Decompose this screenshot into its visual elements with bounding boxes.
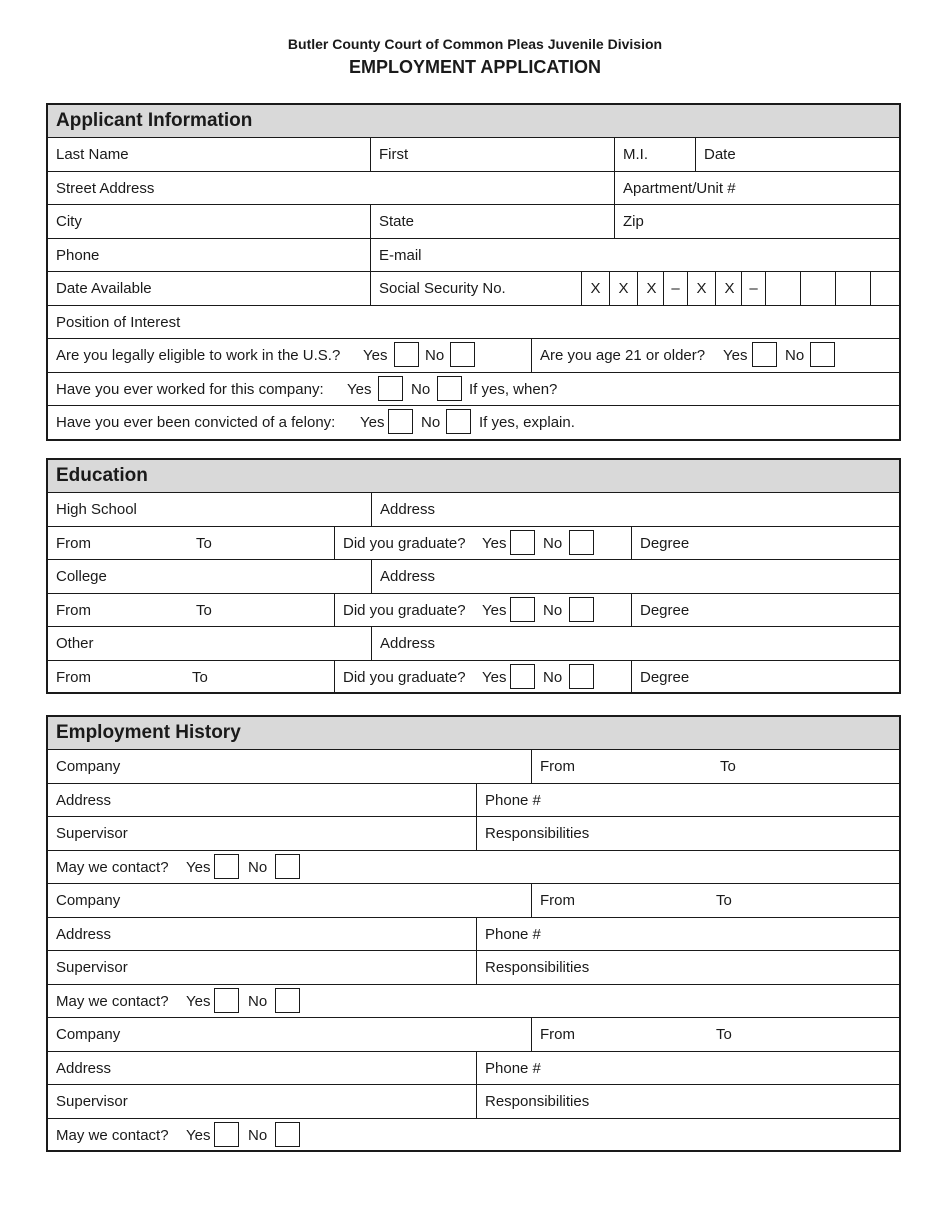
high-school-dates-row: [48, 527, 899, 561]
contact-yes-checkbox[interactable]: [214, 988, 239, 1013]
ssn-field: [370, 272, 899, 305]
education-section: [46, 458, 901, 694]
worked-yes-checkbox[interactable]: [378, 376, 403, 401]
name-row: [48, 138, 899, 172]
supervisor-field[interactable]: [48, 951, 476, 984]
address-label: Address: [56, 791, 112, 809]
responsibilities-field[interactable]: [476, 951, 899, 984]
contact-yes-checkbox[interactable]: [214, 1122, 239, 1147]
ssn-label: Social Security No.: [379, 280, 506, 297]
company-row: [48, 884, 899, 918]
from-label: From: [540, 758, 575, 775]
position-field[interactable]: [48, 306, 899, 339]
city-label: City: [56, 213, 82, 230]
education-section-title: Education: [56, 465, 148, 486]
degree-label: Degree: [640, 668, 690, 686]
felony-no-label: No: [421, 414, 441, 431]
address-label: Address: [380, 635, 436, 652]
company-field[interactable]: [48, 884, 531, 917]
employment-dates-field[interactable]: [531, 884, 899, 917]
employer-phone-field[interactable]: [476, 1052, 899, 1085]
contact-label: May we contact?: [56, 1126, 169, 1144]
ssn-digit-box[interactable]: X: [715, 272, 743, 305]
graduate-label: Did you graduate?: [343, 601, 466, 619]
state-label: State: [379, 213, 415, 230]
to-label: To: [720, 758, 736, 775]
high-school-field[interactable]: [48, 493, 371, 526]
age-label: Are you age 21 or older?: [540, 347, 706, 364]
company-row: [48, 750, 899, 784]
date-available-field[interactable]: [48, 272, 370, 305]
supervisor-row: [48, 951, 899, 985]
college-label: College: [56, 568, 107, 585]
graduate-no-label: No: [543, 668, 563, 686]
apartment-field[interactable]: [614, 172, 899, 205]
email-label: E-mail: [379, 246, 422, 264]
contact-yes-checkbox[interactable]: [214, 854, 239, 879]
company-row: [48, 1018, 899, 1052]
graduate-yes-checkbox[interactable]: [510, 530, 535, 555]
felony-label: Have you ever been convicted of a felony:: [56, 414, 336, 431]
other-graduate-question: [334, 661, 631, 695]
graduate-no-label: No: [543, 534, 563, 552]
applicant-section-title: Applicant Information: [56, 110, 253, 131]
responsibilities-label: Responsibilities: [485, 1093, 590, 1110]
middle-initial-field[interactable]: [614, 138, 695, 171]
contact-no-checkbox[interactable]: [275, 1122, 300, 1147]
responsibilities-field[interactable]: [476, 817, 899, 850]
graduate-no-checkbox[interactable]: [569, 530, 594, 555]
college-graduate-question: [334, 594, 631, 627]
address-label: Address: [380, 568, 436, 585]
age-yes-label: Yes: [723, 347, 748, 364]
graduate-label: Did you graduate?: [343, 534, 466, 552]
date-available-label: Date Available: [56, 280, 152, 297]
employer-phone-field[interactable]: [476, 918, 899, 951]
phone-label: Phone #: [485, 1059, 541, 1077]
street-address-field[interactable]: [48, 172, 614, 205]
other-address-field[interactable]: [371, 627, 899, 660]
employment-history-section: [46, 715, 901, 1152]
phone-field[interactable]: [48, 239, 370, 272]
felony-yes-checkbox[interactable]: [388, 409, 413, 434]
contact-label: May we contact?: [56, 858, 169, 876]
to-label: To: [196, 534, 212, 552]
from-label: From: [540, 1026, 575, 1043]
employer-address-row: [48, 918, 899, 952]
email-field[interactable]: [370, 239, 899, 272]
employment-dates-field[interactable]: [531, 1018, 899, 1051]
college-dates-row: [48, 594, 899, 628]
graduate-yes-checkbox[interactable]: [510, 597, 535, 622]
other-degree-field[interactable]: [631, 661, 899, 695]
college-address-field[interactable]: [371, 560, 899, 593]
contact-yes-label: Yes: [186, 858, 211, 876]
college-degree-field[interactable]: [631, 594, 899, 627]
address-label: Address: [56, 1059, 112, 1077]
college-field[interactable]: [48, 560, 371, 593]
company-field[interactable]: [48, 1018, 531, 1051]
college-dates-field[interactable]: [48, 594, 334, 627]
worked-question: [48, 373, 899, 406]
from-label: From: [56, 534, 91, 552]
eligible-no-checkbox[interactable]: [450, 342, 475, 367]
eligible-label: Are you legally eligible to work in the U.S.?: [56, 347, 341, 364]
supervisor-label: Supervisor: [56, 959, 128, 976]
employment-section-header: [48, 717, 899, 750]
employer-address-row: [48, 784, 899, 818]
college-row: [48, 560, 899, 594]
high-school-graduate-question: [334, 527, 631, 560]
other-row: [48, 627, 899, 661]
supervisor-label: Supervisor: [56, 825, 128, 842]
contact-question: [48, 1119, 899, 1153]
position-row: [48, 306, 899, 340]
other-label: Other: [56, 635, 94, 652]
age-no-label: No: [785, 347, 805, 364]
employer-address-field[interactable]: [48, 784, 476, 817]
employment-dates-field[interactable]: [531, 750, 899, 783]
to-label: To: [192, 668, 208, 686]
to-label: To: [716, 892, 732, 909]
city-row: [48, 205, 899, 239]
contact-permission-row: [48, 985, 899, 1019]
high-school-dates-field[interactable]: [48, 527, 334, 560]
high-school-degree-field[interactable]: [631, 527, 899, 560]
apartment-label: Apartment/Unit #: [623, 179, 736, 197]
contact-row: [48, 239, 899, 273]
to-label: To: [196, 601, 212, 619]
ssn-digit-box[interactable]: X: [609, 272, 637, 305]
contact-yes-label: Yes: [186, 1126, 211, 1144]
high-school-label: High School: [56, 501, 137, 518]
responsibilities-label: Responsibilities: [485, 959, 590, 976]
eligible-yes-label: Yes: [363, 347, 388, 364]
employment-section-title: Employment History: [56, 722, 241, 743]
graduate-no-label: No: [543, 601, 563, 619]
applicant-section-header: [48, 105, 899, 138]
ssn-dash: –: [741, 272, 765, 305]
worked-no-checkbox[interactable]: [437, 376, 462, 401]
address-label: Address: [380, 501, 436, 518]
first-name-field[interactable]: [370, 138, 614, 171]
other-school-field[interactable]: [48, 627, 371, 660]
worked-when-label: If yes, when?: [469, 380, 558, 398]
age-question: [531, 339, 899, 372]
from-label: From: [56, 601, 91, 619]
contact-yes-label: Yes: [186, 992, 211, 1010]
graduate-yes-label: Yes: [482, 668, 507, 686]
worked-label: Have you ever worked for this company:: [56, 380, 324, 398]
supervisor-row: [48, 1085, 899, 1119]
graduate-yes-label: Yes: [482, 601, 507, 619]
employer-phone-field[interactable]: [476, 784, 899, 817]
other-dates-row: [48, 661, 899, 695]
street-address-label: Street Address: [56, 179, 155, 197]
organization-title: Butler County Court of Common Pleas Juvenile Division: [287, 36, 663, 52]
felony-explain-label: If yes, explain.: [479, 414, 575, 431]
ssn-digit-box[interactable]: [800, 272, 835, 305]
company-label: Company: [56, 892, 121, 909]
date-label: Date: [704, 146, 736, 163]
ssn-digit-box[interactable]: [765, 272, 800, 305]
phone-label: Phone #: [485, 791, 541, 809]
worked-row: [48, 373, 899, 407]
contact-no-label: No: [248, 992, 268, 1010]
graduate-no-checkbox[interactable]: [569, 664, 594, 689]
middle-initial-label: M.I.: [623, 146, 648, 163]
degree-label: Degree: [640, 534, 690, 552]
other-dates-field[interactable]: [48, 661, 334, 695]
city-field[interactable]: [48, 205, 370, 238]
company-field[interactable]: [48, 750, 531, 783]
eligible-question: [48, 339, 531, 372]
last-name-label: Last Name: [56, 146, 129, 163]
eligibility-row: [48, 339, 899, 373]
to-label: To: [716, 1026, 732, 1043]
supervisor-row: [48, 817, 899, 851]
high-school-address-field[interactable]: [371, 493, 899, 526]
education-section-header: [48, 460, 899, 493]
ssn-digit-box[interactable]: X: [637, 272, 665, 305]
eligible-no-label: No: [425, 347, 445, 364]
page-title: EMPLOYMENT APPLICATION: [349, 57, 601, 77]
high-school-row: [48, 493, 899, 527]
from-label: From: [56, 668, 91, 686]
contact-question: [48, 851, 899, 884]
age-no-checkbox[interactable]: [810, 342, 835, 367]
address-row: [48, 172, 899, 206]
zip-label: Zip: [623, 213, 644, 230]
employer-address-field[interactable]: [48, 1052, 476, 1085]
state-field[interactable]: [370, 205, 614, 238]
phone-label: Phone #: [485, 925, 541, 943]
employer-address-field[interactable]: [48, 918, 476, 951]
ssn-digit-box[interactable]: X: [687, 272, 715, 305]
contact-label: May we contact?: [56, 992, 169, 1010]
last-name-field[interactable]: [48, 138, 370, 171]
contact-permission-row: [48, 851, 899, 885]
felony-row: [48, 406, 899, 440]
contact-no-checkbox[interactable]: [275, 988, 300, 1013]
contact-no-label: No: [248, 1126, 268, 1144]
graduate-no-checkbox[interactable]: [569, 597, 594, 622]
contact-no-label: No: [248, 858, 268, 876]
worked-no-label: No: [411, 380, 431, 398]
phone-label: Phone: [56, 246, 100, 264]
supervisor-field[interactable]: [48, 817, 476, 850]
company-label: Company: [56, 1026, 121, 1043]
company-label: Company: [56, 758, 121, 775]
degree-label: Degree: [640, 601, 690, 619]
responsibilities-field[interactable]: [476, 1085, 899, 1118]
eligible-yes-checkbox[interactable]: [394, 342, 419, 367]
ssn-digit-box[interactable]: [835, 272, 870, 305]
from-label: From: [540, 892, 575, 909]
felony-yes-label: Yes: [360, 414, 385, 431]
position-label: Position of Interest: [56, 313, 181, 331]
contact-no-checkbox[interactable]: [275, 854, 300, 879]
first-name-label: First: [379, 146, 409, 163]
ssn-digit-box[interactable]: X: [581, 272, 609, 305]
contact-permission-row: [48, 1119, 899, 1153]
graduate-yes-checkbox[interactable]: [510, 664, 535, 689]
ssn-digit-box[interactable]: [870, 272, 903, 305]
supervisor-label: Supervisor: [56, 1093, 128, 1110]
applicant-information-section: [46, 103, 901, 441]
address-label: Address: [56, 925, 112, 943]
age-yes-checkbox[interactable]: [752, 342, 777, 367]
employer-address-row: [48, 1052, 899, 1086]
graduate-label: Did you graduate?: [343, 668, 466, 686]
felony-no-checkbox[interactable]: [446, 409, 471, 434]
responsibilities-label: Responsibilities: [485, 825, 590, 842]
zip-field[interactable]: [614, 205, 899, 238]
contact-question: [48, 985, 899, 1018]
date-field[interactable]: [695, 138, 899, 171]
graduate-yes-label: Yes: [482, 534, 507, 552]
felony-question: [48, 406, 899, 440]
worked-yes-label: Yes: [347, 380, 372, 398]
ssn-row: [48, 272, 899, 306]
supervisor-field[interactable]: [48, 1085, 476, 1118]
ssn-dash: –: [663, 272, 687, 305]
